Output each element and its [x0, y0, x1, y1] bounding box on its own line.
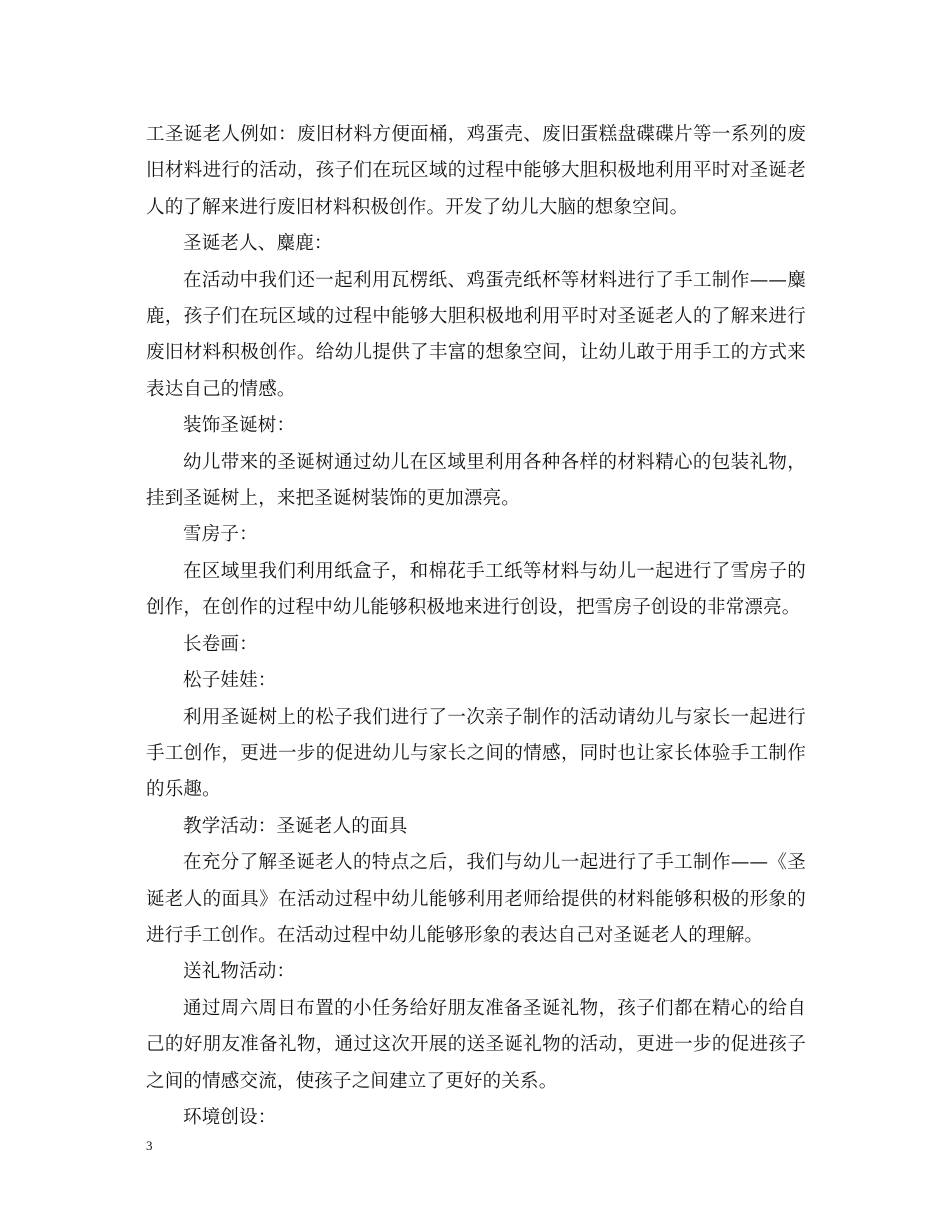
section-heading: 松子娃娃： — [183, 670, 277, 692]
section-heading: 环境创设： — [183, 1106, 277, 1128]
page-number: 3 — [146, 1138, 153, 1153]
section-heading: 雪房子： — [183, 524, 258, 546]
paragraph: 通过周六周日布置的小任务给好朋友准备圣诞礼物，孩子们都在精心的给自己的好朋友准备礼物，通过这次开展的送圣诞礼物的活动，更进一步的促进孩子之间的情感交流，使孩子之间建立了更好的关系。 — [146, 997, 806, 1092]
document-body — [146, 117, 806, 1136]
paragraph: 利用圣诞树上的松子我们进行了一次亲子制作的活动请幼儿与家长一起进行手工创作，更进一步的促进幼儿与家长之间的情感，同时也让家长体验手工制作的乐趣。 — [146, 706, 806, 801]
paragraph: 工圣诞老人例如：废旧材料方便面桶，鸡蛋壳、废旧蛋糕盘碟碟片等一系列的废旧材料进行的活动，孩子们在玩区域的过程中能够大胆积极地利用平时对圣诞老人的了解来进行废旧材料积极创作。开发了幼儿大脑的想象空间。 — [146, 124, 806, 218]
section-heading: 装饰圣诞树： — [183, 415, 296, 437]
paragraph: 幼儿带来的圣诞树通过幼儿在区域里利用各种各样的材料精心的包装礼物，挂到圣诞树上，来把圣诞树装饰的更加漂亮。 — [146, 451, 806, 510]
paragraph: 在充分了解圣诞老人的特点之后，我们与幼儿一起进行了手工制作——《圣诞老人的面具》在活动过程中幼儿能够利用老师给提供的材料能够积极的形象的进行手工创作。在活动过程中幼儿能够形象的表达自己对圣诞老人的理解。 — [146, 852, 806, 946]
section-heading: 长卷画： — [183, 633, 258, 655]
section-heading: 教学活动：圣诞老人的面具 — [183, 815, 408, 837]
section-heading: 圣诞老人、麋鹿： — [183, 233, 333, 255]
paragraph: 在活动中我们还一起利用瓦楞纸、鸡蛋壳纸杯等材料进行了手工制作——麋鹿，孩子们在玩区域的过程中能够大胆积极地利用平时对圣诞老人的了解来进行废旧材料积极创作。给幼儿提供了丰富的想象空间，让幼儿敢于用手工的方式来表达自己的情感。 — [146, 269, 806, 400]
section-heading: 送礼物活动： — [183, 961, 296, 983]
paragraph: 在区域里我们利用纸盒子，和棉花手工纸等材料与幼儿一起进行了雪房子的创作，在创作的过程中幼儿能够积极地来进行创设，把雪房子创设的非常漂亮。 — [146, 560, 806, 619]
